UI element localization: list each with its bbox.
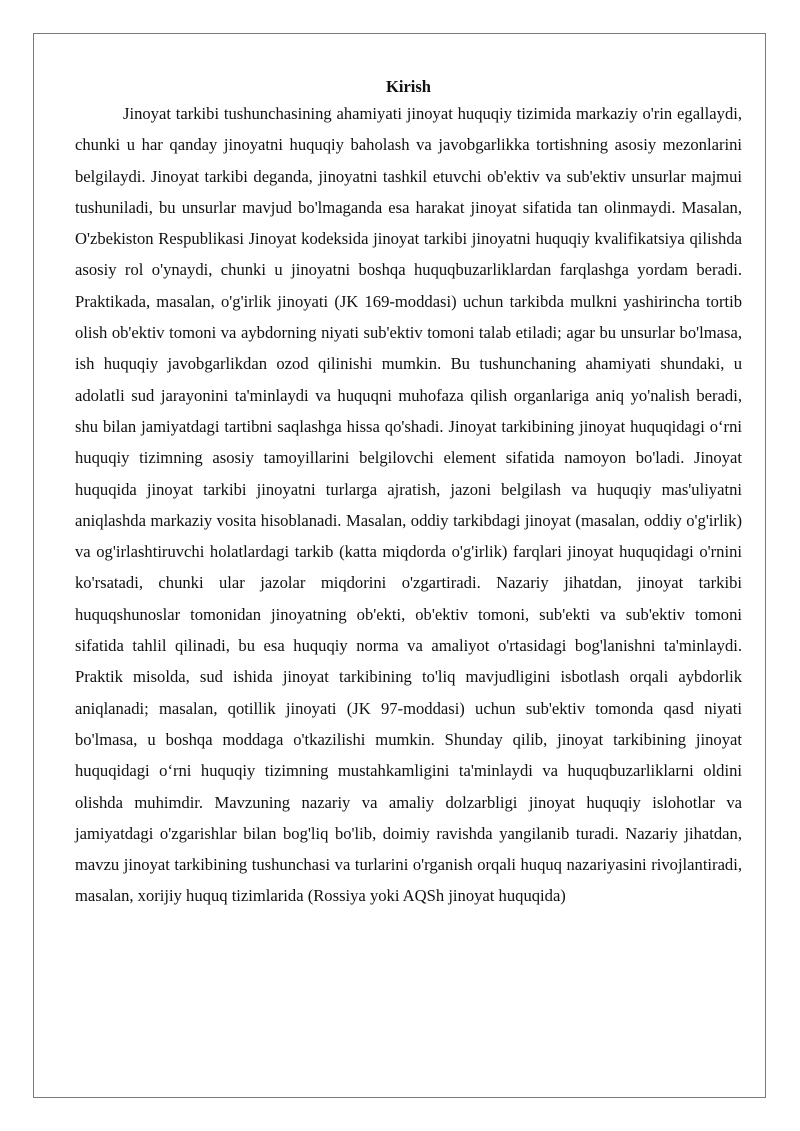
document-title: Kirish xyxy=(386,77,431,96)
document-body xyxy=(75,76,742,912)
body-paragraph: Jinoyat tarkibi tushunchasining ahamiyati jinoyat huquqiy tizimida markaziy o'rin egallaydi, chunki u har qanday jinoyatni huquqiy baholash va javobgarlikka tortishning asosiy mezonlarini belgilaydi. Jinoyat tarkibi deganda, jinoyatni tashkil etuvchi ob'ektiv va sub'ektiv unsurlar majmui tushuniladi, bu unsurlar mavjud bo'lmaganda esa harakat jinoyat sifatida tan olinmaydi. Masalan, O'zbekiston Respublikasi Jinoyat kodeksida jinoyat tarkibi jinoyatni huquqiy kvalifikatsiya qilishda asosiy rol o'ynaydi, chunki u jinoyatni boshqa huquqbuzarliklardan farqlashga yordam beradi. Praktikada, masalan, o'g'irlik jinoyati (JK 169-moddasi) uchun tarkibda mulkni yashirincha tortib olish ob'ektiv tomoni va aybdorning niyati sub'ektiv tomoni talab etiladi; agar bu unsurlar bo'lmasa, ish huquqiy javobgarlikdan ozod qilinishi mumkin. Bu tushunchaning ahamiyati shundaki, u adolatli sud jarayonini ta'minlaydi va huquqni muhofaza qilish organlariga aniq yo'nalish beradi, shu bilan jamiyatdagi tartibni saqlashga hissa qo'shadi. Jinoyat tarkibining jinoyat huquqidagi o‘rni huquqiy tizimning asosiy tamoyillarini belgilovchi element sifatida namoyon bo'ladi. Jinoyat huquqida jinoyat tarkibi jinoyatni turlarga ajratish, jazoni belgilash va huquqiy mas'uliyatni aniqlashda markaziy vosita hisoblanadi. Masalan, oddiy tarkibdagi jinoyat (masalan, oddiy o'g'irlik) va og'irlashtiruvchi holatlardagi tarkib (katta miqdorda o'g'irlik) farqlari jinoyat huquqidagi o'rnini ko'rsatadi, chunki ular jazolar miqdorini o'zgartiradi. Nazariy jihatdan, jinoyat tarkibi huquqshunoslar tomonidan jinoyatning ob'ekti, ob'ektiv tomoni, sub'ekti va sub'ektiv tomoni sifatida tahlil qilinadi, bu esa huquqiy norma va amaliyot o'rtasidagi bog'lanishni ta'minlaydi. Praktik misolda, sud ishida jinoyat tarkibining to'liq mavjudligini isbotlash orqali aybdorlik aniqlanadi; masalan, qotillik jinoyati (JK 97-moddasi) uchun sub'ektiv tomonda qasd niyati bo'lmasa, u boshqa moddaga o'tkazilishi mumkin. Shunday qilib, jinoyat tarkibining jinoyat huquqidagi o‘rni huquqiy tizimning mustahkamligini ta'minlaydi va huquqbuzarliklarni oldini olishda muhimdir. Mavzuning nazariy va amaliy dolzarbligi jinoyat huquqiy islohotlar va jamiyatdagi o'zgarishlar bilan bog'liq bo'lib, doimiy ravishda yangilanib turadi. Nazariy jihatdan, mavzu jinoyat tarkibining tushunchasi va turlarini o'rganish orqali huquq nazariyasini rivojlantiradi, masalan, xorijiy huquq tizimlarida (Rossiya yoki AQSh jinoyat huquqida) xyxy=(75,104,742,906)
